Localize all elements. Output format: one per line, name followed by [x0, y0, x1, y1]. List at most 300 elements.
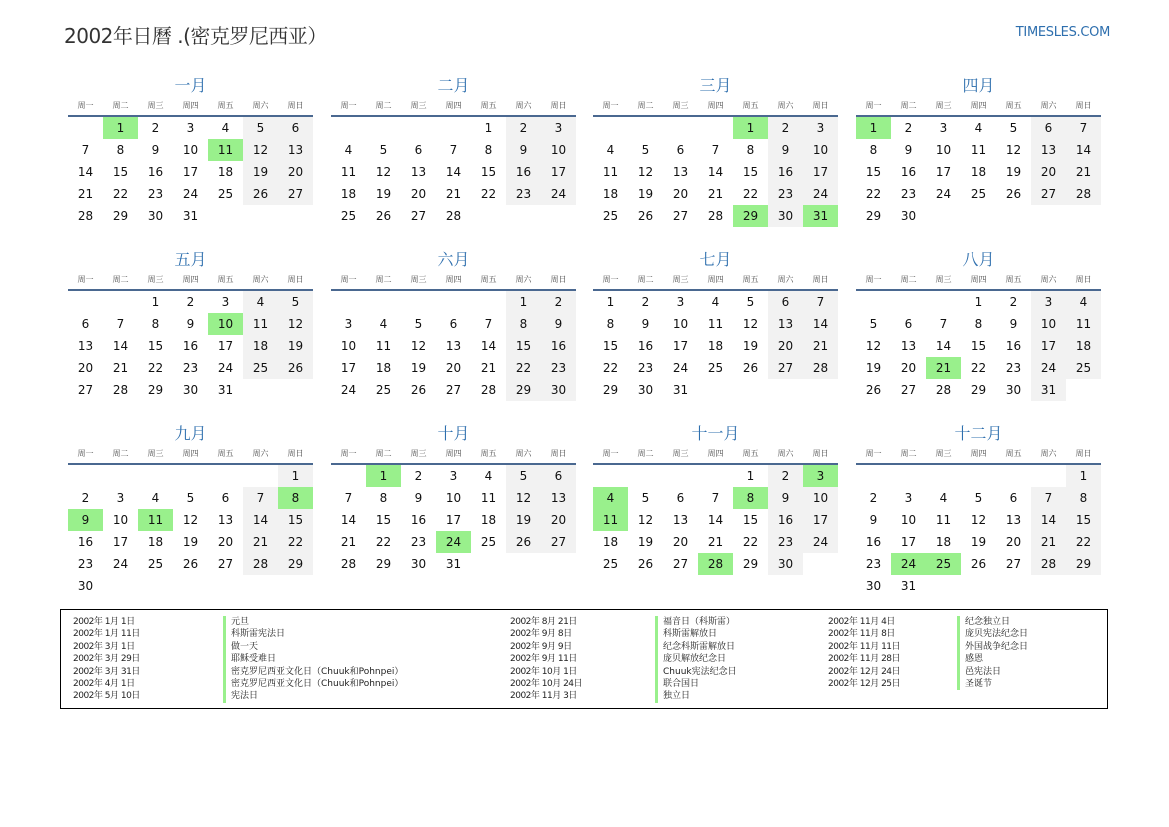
day-cell[interactable]: 16 [77, 535, 94, 549]
day-cell[interactable]: 8 [116, 143, 125, 157]
day-cell[interactable]: 30 [541, 379, 576, 401]
day-cell[interactable]: 7 [81, 143, 90, 157]
day-cell[interactable]: 22 [278, 531, 313, 553]
day-cell[interactable]: 5 [186, 491, 195, 505]
site-link[interactable]: TIMESLES.COM [1015, 25, 1110, 40]
day-cell[interactable]: 19 [637, 535, 654, 549]
day-cell[interactable]: 20 [278, 161, 313, 183]
day-cell[interactable]: 6 [904, 317, 913, 331]
day-cell[interactable]: 17 [445, 513, 462, 527]
day-cell[interactable]: 27 [1005, 557, 1022, 571]
day-cell[interactable]: 28 [1066, 183, 1101, 205]
day-cell[interactable]: 2 [541, 291, 576, 313]
day-cell[interactable]: 22 [506, 357, 541, 379]
holiday-day-cell[interactable]: 11 [593, 509, 628, 531]
day-cell[interactable]: 7 [1031, 487, 1066, 509]
day-cell[interactable]: 16 [900, 165, 917, 179]
day-cell[interactable]: 7 [116, 317, 125, 331]
day-cell[interactable]: 4 [484, 469, 493, 483]
day-cell[interactable]: 20 [410, 187, 427, 201]
day-cell[interactable]: 19 [637, 187, 654, 201]
day-cell[interactable]: 17 [803, 509, 838, 531]
day-cell[interactable]: 28 [803, 357, 838, 379]
day-cell[interactable]: 7 [243, 487, 278, 509]
day-cell[interactable]: 28 [77, 209, 94, 223]
day-cell[interactable]: 15 [480, 165, 497, 179]
day-cell[interactable]: 25 [147, 557, 164, 571]
day-cell[interactable]: 20 [77, 361, 94, 375]
day-cell[interactable]: 24 [112, 557, 129, 571]
day-cell[interactable]: 12 [182, 513, 199, 527]
day-cell[interactable]: 2 [151, 121, 160, 135]
day-cell[interactable]: 15 [742, 513, 759, 527]
day-cell[interactable]: 1 [1066, 465, 1101, 487]
day-cell[interactable]: 14 [707, 513, 724, 527]
day-cell[interactable]: 21 [1066, 161, 1101, 183]
day-cell[interactable]: 17 [541, 161, 576, 183]
day-cell[interactable]: 1 [974, 295, 983, 309]
day-cell[interactable]: 12 [375, 165, 392, 179]
day-cell[interactable]: 8 [974, 317, 983, 331]
day-cell[interactable]: 18 [147, 535, 164, 549]
day-cell[interactable]: 27 [77, 383, 94, 397]
day-cell[interactable]: 13 [278, 139, 313, 161]
day-cell[interactable]: 15 [375, 513, 392, 527]
holiday-day-cell[interactable]: 1 [733, 117, 768, 139]
day-cell[interactable]: 24 [935, 187, 952, 201]
day-cell[interactable]: 14 [243, 509, 278, 531]
day-cell[interactable]: 8 [606, 317, 615, 331]
day-cell[interactable]: 14 [340, 513, 357, 527]
day-cell[interactable]: 31 [182, 209, 199, 223]
day-cell[interactable]: 23 [147, 187, 164, 201]
day-cell[interactable]: 12 [637, 513, 654, 527]
day-cell[interactable]: 17 [112, 535, 129, 549]
day-cell[interactable]: 19 [182, 535, 199, 549]
day-cell[interactable]: 11 [1066, 313, 1101, 335]
day-cell[interactable]: 25 [1066, 357, 1101, 379]
day-cell[interactable]: 27 [410, 209, 427, 223]
day-cell[interactable]: 4 [606, 143, 615, 157]
day-cell[interactable]: 13 [410, 165, 427, 179]
day-cell[interactable]: 10 [803, 487, 838, 509]
day-cell[interactable]: 13 [77, 339, 94, 353]
day-cell[interactable]: 16 [865, 535, 882, 549]
day-cell[interactable]: 11 [480, 491, 497, 505]
day-cell[interactable]: 5 [641, 491, 650, 505]
day-cell[interactable]: 31 [217, 383, 234, 397]
day-cell[interactable]: 4 [151, 491, 160, 505]
day-cell[interactable]: 9 [541, 313, 576, 335]
day-cell[interactable]: 25 [602, 209, 619, 223]
day-cell[interactable]: 6 [541, 465, 576, 487]
day-cell[interactable]: 9 [768, 487, 803, 509]
day-cell[interactable]: 3 [449, 469, 458, 483]
day-cell[interactable]: 8 [484, 143, 493, 157]
day-cell[interactable]: 15 [602, 339, 619, 353]
day-cell[interactable]: 28 [707, 209, 724, 223]
day-cell[interactable]: 23 [1005, 361, 1022, 375]
day-cell[interactable]: 21 [112, 361, 129, 375]
day-cell[interactable]: 15 [865, 165, 882, 179]
day-cell[interactable]: 4 [221, 121, 230, 135]
day-cell[interactable]: 4 [379, 317, 388, 331]
day-cell[interactable]: 5 [1009, 121, 1018, 135]
day-cell[interactable]: 28 [243, 553, 278, 575]
day-cell[interactable]: 22 [602, 361, 619, 375]
day-cell[interactable]: 1 [278, 465, 313, 487]
day-cell[interactable]: 26 [182, 557, 199, 571]
day-cell[interactable]: 17 [672, 339, 689, 353]
day-cell[interactable]: 5 [278, 291, 313, 313]
day-cell[interactable]: 17 [803, 161, 838, 183]
day-cell[interactable]: 28 [112, 383, 129, 397]
day-cell[interactable]: 30 [77, 579, 94, 593]
day-cell[interactable]: 10 [935, 143, 952, 157]
day-cell[interactable]: 5 [869, 317, 878, 331]
day-cell[interactable]: 29 [278, 553, 313, 575]
day-cell[interactable]: 6 [278, 117, 313, 139]
day-cell[interactable]: 10 [900, 513, 917, 527]
day-cell[interactable]: 23 [768, 183, 803, 205]
day-cell[interactable]: 12 [637, 165, 654, 179]
day-cell[interactable]: 16 [637, 339, 654, 353]
day-cell[interactable]: 30 [1005, 383, 1022, 397]
day-cell[interactable]: 6 [81, 317, 90, 331]
day-cell[interactable]: 8 [746, 143, 755, 157]
day-cell[interactable]: 9 [869, 513, 878, 527]
day-cell[interactable]: 12 [970, 513, 987, 527]
day-cell[interactable]: 25 [602, 557, 619, 571]
day-cell[interactable]: 2 [414, 469, 423, 483]
holiday-day-cell[interactable]: 31 [803, 205, 838, 227]
day-cell[interactable]: 1 [151, 295, 160, 309]
day-cell[interactable]: 17 [340, 361, 357, 375]
day-cell[interactable]: 19 [278, 335, 313, 357]
day-cell[interactable]: 6 [676, 491, 685, 505]
day-cell[interactable]: 19 [742, 339, 759, 353]
day-cell[interactable]: 15 [112, 165, 129, 179]
day-cell[interactable]: 15 [742, 165, 759, 179]
day-cell[interactable]: 24 [182, 187, 199, 201]
day-cell[interactable]: 5 [641, 143, 650, 157]
day-cell[interactable]: 18 [1066, 335, 1101, 357]
day-cell[interactable]: 12 [410, 339, 427, 353]
day-cell[interactable]: 3 [186, 121, 195, 135]
day-cell[interactable]: 30 [147, 209, 164, 223]
day-cell[interactable]: 20 [672, 535, 689, 549]
day-cell[interactable]: 25 [970, 187, 987, 201]
day-cell[interactable]: 22 [742, 535, 759, 549]
day-cell[interactable]: 12 [865, 339, 882, 353]
day-cell[interactable]: 16 [410, 513, 427, 527]
holiday-day-cell[interactable]: 1 [103, 117, 138, 139]
day-cell[interactable]: 23 [768, 531, 803, 553]
day-cell[interactable]: 27 [278, 183, 313, 205]
day-cell[interactable]: 29 [112, 209, 129, 223]
day-cell[interactable]: 3 [344, 317, 353, 331]
day-cell[interactable]: 28 [445, 209, 462, 223]
day-cell[interactable]: 10 [541, 139, 576, 161]
day-cell[interactable]: 26 [375, 209, 392, 223]
day-cell[interactable]: 6 [768, 291, 803, 313]
day-cell[interactable]: 9 [506, 139, 541, 161]
day-cell[interactable]: 7 [344, 491, 353, 505]
day-cell[interactable]: 11 [340, 165, 357, 179]
day-cell[interactable]: 31 [445, 557, 462, 571]
day-cell[interactable]: 25 [480, 535, 497, 549]
day-cell[interactable]: 3 [939, 121, 948, 135]
day-cell[interactable]: 27 [672, 209, 689, 223]
day-cell[interactable]: 7 [711, 143, 720, 157]
day-cell[interactable]: 11 [707, 317, 724, 331]
day-cell[interactable]: 30 [865, 579, 882, 593]
day-cell[interactable]: 30 [768, 553, 803, 575]
day-cell[interactable]: 13 [1031, 139, 1066, 161]
day-cell[interactable]: 14 [445, 165, 462, 179]
day-cell[interactable]: 7 [484, 317, 493, 331]
day-cell[interactable]: 4 [711, 295, 720, 309]
day-cell[interactable]: 29 [865, 209, 882, 223]
day-cell[interactable]: 24 [217, 361, 234, 375]
day-cell[interactable]: 4 [974, 121, 983, 135]
day-cell[interactable]: 20 [445, 361, 462, 375]
day-cell[interactable]: 23 [77, 557, 94, 571]
day-cell[interactable]: 22 [865, 187, 882, 201]
day-cell[interactable]: 7 [1066, 117, 1101, 139]
day-cell[interactable]: 14 [112, 339, 129, 353]
holiday-day-cell[interactable]: 11 [138, 509, 173, 531]
day-cell[interactable]: 2 [768, 117, 803, 139]
day-cell[interactable]: 7 [939, 317, 948, 331]
day-cell[interactable]: 29 [506, 379, 541, 401]
day-cell[interactable]: 16 [147, 165, 164, 179]
day-cell[interactable]: 14 [480, 339, 497, 353]
day-cell[interactable]: 14 [1066, 139, 1101, 161]
day-cell[interactable]: 18 [375, 361, 392, 375]
day-cell[interactable]: 27 [672, 557, 689, 571]
day-cell[interactable]: 23 [865, 557, 882, 571]
day-cell[interactable]: 18 [970, 165, 987, 179]
day-cell[interactable]: 13 [217, 513, 234, 527]
day-cell[interactable]: 9 [186, 317, 195, 331]
day-cell[interactable]: 7 [449, 143, 458, 157]
holiday-day-cell[interactable]: 4 [593, 487, 628, 509]
day-cell[interactable]: 26 [637, 557, 654, 571]
day-cell[interactable]: 20 [900, 361, 917, 375]
day-cell[interactable]: 9 [904, 143, 913, 157]
day-cell[interactable]: 11 [375, 339, 392, 353]
day-cell[interactable]: 7 [803, 291, 838, 313]
day-cell[interactable]: 18 [340, 187, 357, 201]
day-cell[interactable]: 17 [182, 165, 199, 179]
day-cell[interactable]: 13 [900, 339, 917, 353]
day-cell[interactable]: 27 [900, 383, 917, 397]
day-cell[interactable]: 10 [672, 317, 689, 331]
day-cell[interactable]: 19 [1005, 165, 1022, 179]
day-cell[interactable]: 3 [116, 491, 125, 505]
day-cell[interactable]: 24 [672, 361, 689, 375]
day-cell[interactable]: 5 [974, 491, 983, 505]
day-cell[interactable]: 13 [768, 313, 803, 335]
day-cell[interactable]: 5 [746, 295, 755, 309]
day-cell[interactable]: 12 [278, 313, 313, 335]
day-cell[interactable]: 9 [414, 491, 423, 505]
day-cell[interactable]: 18 [602, 187, 619, 201]
holiday-day-cell[interactable]: 11 [208, 139, 243, 161]
day-cell[interactable]: 21 [480, 361, 497, 375]
day-cell[interactable]: 20 [541, 509, 576, 531]
day-cell[interactable]: 3 [904, 491, 913, 505]
day-cell[interactable]: 23 [900, 187, 917, 201]
day-cell[interactable]: 27 [445, 383, 462, 397]
day-cell[interactable]: 30 [900, 209, 917, 223]
day-cell[interactable]: 11 [970, 143, 987, 157]
day-cell[interactable]: 26 [243, 183, 278, 205]
day-cell[interactable]: 4 [1066, 291, 1101, 313]
day-cell[interactable]: 2 [904, 121, 913, 135]
day-cell[interactable]: 25 [707, 361, 724, 375]
day-cell[interactable]: 5 [506, 465, 541, 487]
day-cell[interactable]: 8 [379, 491, 388, 505]
day-cell[interactable]: 27 [1031, 183, 1066, 205]
day-cell[interactable]: 2 [1009, 295, 1018, 309]
day-cell[interactable]: 23 [506, 183, 541, 205]
day-cell[interactable]: 18 [480, 513, 497, 527]
day-cell[interactable]: 22 [147, 361, 164, 375]
day-cell[interactable]: 28 [480, 383, 497, 397]
day-cell[interactable]: 26 [410, 383, 427, 397]
day-cell[interactable]: 29 [1066, 553, 1101, 575]
day-cell[interactable]: 30 [637, 383, 654, 397]
day-cell[interactable]: 25 [217, 187, 234, 201]
day-cell[interactable]: 9 [768, 139, 803, 161]
day-cell[interactable]: 15 [970, 339, 987, 353]
day-cell[interactable]: 18 [217, 165, 234, 179]
day-cell[interactable]: 22 [1066, 531, 1101, 553]
day-cell[interactable]: 31 [1031, 379, 1066, 401]
day-cell[interactable]: 13 [1005, 513, 1022, 527]
holiday-day-cell[interactable]: 8 [733, 487, 768, 509]
day-cell[interactable]: 21 [1031, 531, 1066, 553]
day-cell[interactable]: 8 [1066, 487, 1101, 509]
day-cell[interactable]: 3 [1031, 291, 1066, 313]
day-cell[interactable]: 21 [77, 187, 94, 201]
day-cell[interactable]: 9 [151, 143, 160, 157]
day-cell[interactable]: 24 [1031, 357, 1066, 379]
day-cell[interactable]: 19 [970, 535, 987, 549]
day-cell[interactable]: 6 [449, 317, 458, 331]
day-cell[interactable]: 23 [182, 361, 199, 375]
day-cell[interactable]: 22 [375, 535, 392, 549]
day-cell[interactable]: 10 [112, 513, 129, 527]
day-cell[interactable]: 29 [375, 557, 392, 571]
day-cell[interactable]: 29 [147, 383, 164, 397]
day-cell[interactable]: 21 [707, 535, 724, 549]
holiday-day-cell[interactable]: 29 [733, 205, 768, 227]
day-cell[interactable]: 16 [182, 339, 199, 353]
day-cell[interactable]: 14 [1031, 509, 1066, 531]
day-cell[interactable]: 23 [410, 535, 427, 549]
day-cell[interactable]: 11 [602, 165, 619, 179]
day-cell[interactable]: 22 [970, 361, 987, 375]
day-cell[interactable]: 25 [375, 383, 392, 397]
day-cell[interactable]: 18 [602, 535, 619, 549]
day-cell[interactable]: 14 [935, 339, 952, 353]
day-cell[interactable]: 20 [672, 187, 689, 201]
day-cell[interactable]: 26 [865, 383, 882, 397]
day-cell[interactable]: 25 [340, 209, 357, 223]
day-cell[interactable]: 1 [506, 291, 541, 313]
day-cell[interactable]: 23 [541, 357, 576, 379]
day-cell[interactable]: 15 [506, 335, 541, 357]
day-cell[interactable]: 15 [1066, 509, 1101, 531]
day-cell[interactable]: 2 [641, 295, 650, 309]
day-cell[interactable]: 21 [803, 335, 838, 357]
day-cell[interactable]: 1 [746, 469, 755, 483]
day-cell[interactable]: 4 [243, 291, 278, 313]
day-cell[interactable]: 20 [768, 335, 803, 357]
day-cell[interactable]: 18 [935, 535, 952, 549]
day-cell[interactable]: 13 [445, 339, 462, 353]
day-cell[interactable]: 20 [217, 535, 234, 549]
day-cell[interactable]: 6 [1009, 491, 1018, 505]
day-cell[interactable]: 15 [147, 339, 164, 353]
day-cell[interactable]: 13 [672, 165, 689, 179]
day-cell[interactable]: 14 [77, 165, 94, 179]
day-cell[interactable]: 24 [340, 383, 357, 397]
day-cell[interactable]: 28 [935, 383, 952, 397]
holiday-day-cell[interactable]: 9 [68, 509, 103, 531]
day-cell[interactable]: 10 [1031, 313, 1066, 335]
day-cell[interactable]: 26 [742, 361, 759, 375]
day-cell[interactable]: 26 [1005, 187, 1022, 201]
day-cell[interactable]: 26 [637, 209, 654, 223]
day-cell[interactable]: 12 [742, 317, 759, 331]
day-cell[interactable]: 4 [939, 491, 948, 505]
holiday-day-cell[interactable]: 21 [926, 357, 961, 379]
day-cell[interactable]: 2 [869, 491, 878, 505]
day-cell[interactable]: 24 [541, 183, 576, 205]
day-cell[interactable]: 8 [506, 313, 541, 335]
day-cell[interactable]: 12 [243, 139, 278, 161]
day-cell[interactable]: 6 [676, 143, 685, 157]
day-cell[interactable]: 31 [900, 579, 917, 593]
day-cell[interactable]: 5 [414, 317, 423, 331]
day-cell[interactable]: 1 [606, 295, 615, 309]
day-cell[interactable]: 2 [186, 295, 195, 309]
day-cell[interactable]: 30 [410, 557, 427, 571]
day-cell[interactable]: 9 [1009, 317, 1018, 331]
day-cell[interactable]: 19 [375, 187, 392, 201]
day-cell[interactable]: 13 [541, 487, 576, 509]
day-cell[interactable]: 19 [410, 361, 427, 375]
day-cell[interactable]: 23 [637, 361, 654, 375]
holiday-day-cell[interactable]: 3 [803, 465, 838, 487]
holiday-day-cell[interactable]: 1 [856, 117, 891, 139]
day-cell[interactable]: 18 [707, 339, 724, 353]
holiday-day-cell[interactable]: 25 [926, 553, 961, 575]
day-cell[interactable]: 3 [541, 117, 576, 139]
day-cell[interactable]: 19 [506, 509, 541, 531]
day-cell[interactable]: 14 [707, 165, 724, 179]
day-cell[interactable]: 8 [151, 317, 160, 331]
day-cell[interactable]: 12 [506, 487, 541, 509]
day-cell[interactable]: 26 [278, 357, 313, 379]
day-cell[interactable]: 22 [742, 187, 759, 201]
day-cell[interactable]: 16 [768, 509, 803, 531]
day-cell[interactable]: 6 [221, 491, 230, 505]
